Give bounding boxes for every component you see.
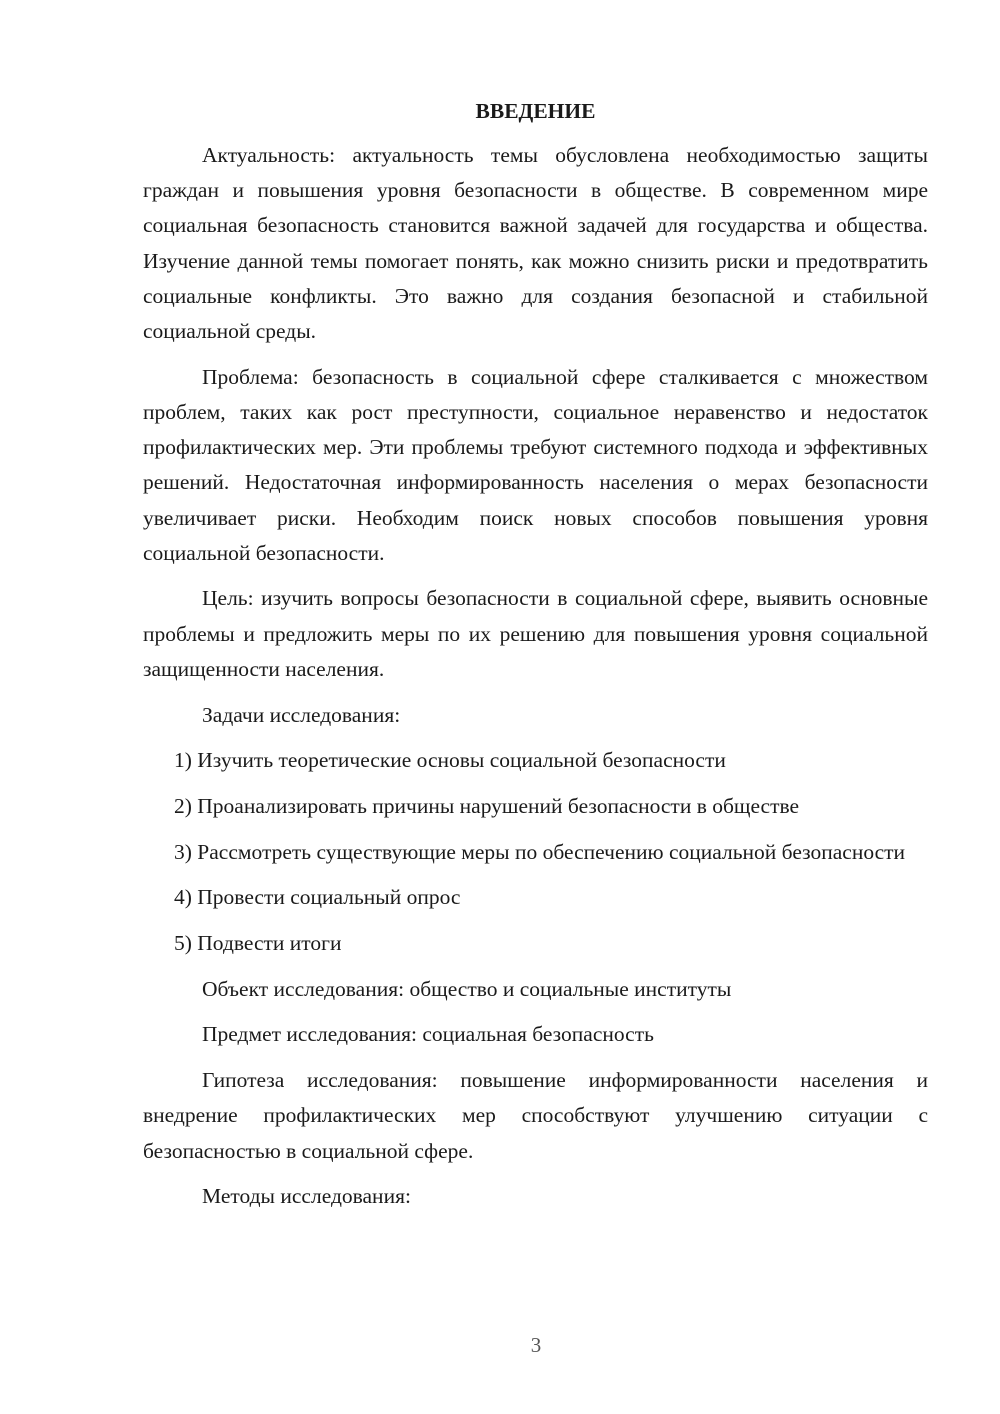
tasks-list [143, 743, 928, 961]
task-item-5: 5) Подвести итоги [174, 931, 342, 956]
hypothesis-paragraph: Гипотеза исследования: повышение информированности населения и внедрение профилактических мер способствуют улучшению ситуации с безопасностью в социальной сфере. [143, 1068, 928, 1163]
section-title: ВВЕДЕНИЕ [475, 99, 596, 123]
goal-paragraph: Цель: изучить вопросы безопасности в социальной сфере, выявить основные проблемы и предложить меры по их решению для повышения уровня социальной защищенности населения. [143, 586, 928, 681]
methods-heading: Методы исследования: [202, 1184, 411, 1209]
task-item-1: 1) Изучить теоретические основы социальной безопасности [174, 748, 726, 773]
object-paragraph: Объект исследования: общество и социальные институты [202, 976, 732, 1001]
task-item-2: 2) Проанализировать причины нарушений безопасности в обществе [174, 793, 800, 818]
relevance-paragraph: Актуальность: актуальность темы обусловлена необходимостью защиты граждан и повышения уровня безопасности в обществе. В современном мире социальная безопасность становится важной задачей для государства и общества. Изучение данной темы помогает понять, как можно снизить риски и предотвратить социальные конфликты. Это важно для создания безопасной и стабильной социальной среды. [143, 143, 928, 344]
document-body [143, 92, 928, 1225]
tasks-heading: Задачи исследования: [202, 702, 401, 727]
task-item-4: 4) Провести социальный опрос [174, 885, 461, 910]
task-item-3: 3) Рассмотреть существующие меры по обеспечению социальной безопасности [174, 839, 906, 864]
page-number: 3 [530, 1333, 542, 1357]
problem-paragraph: Проблема: безопасность в социальной сфере сталкивается с множеством проблем, таких как рост преступности, социальное неравенство и недостаток профилактических мер. Эти проблемы требуют системного подхода и эффективных решений. Недостаточная информированность населения о мерах безопасности увеличивает риски. Необходим поиск новых способов повышения уровня социальной безопасности. [143, 364, 928, 565]
subject-paragraph: Предмет исследования: социальная безопасность [202, 1022, 654, 1047]
